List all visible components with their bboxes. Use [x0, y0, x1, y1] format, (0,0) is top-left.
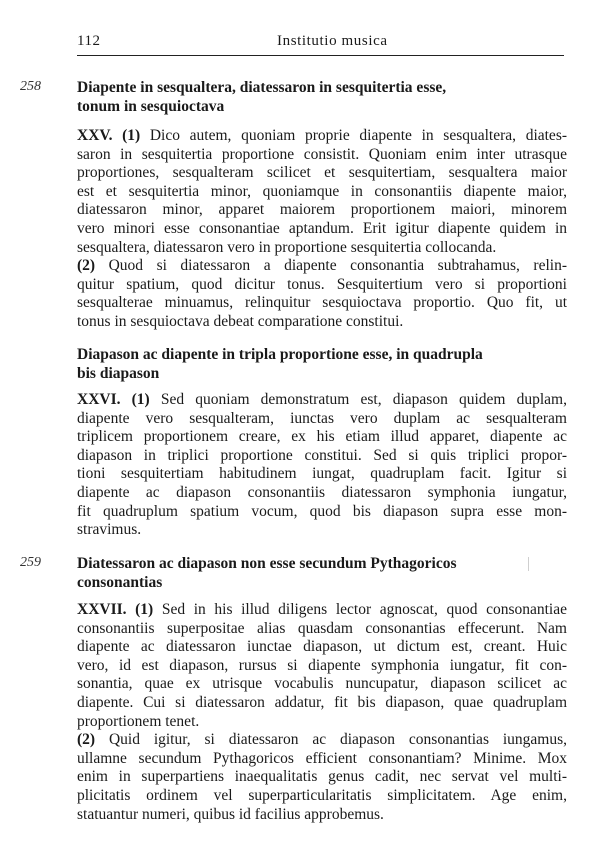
- text-line: [77, 127, 567, 146]
- text-line: diatessaron minor, apparet maiorem proportionem maiori, minorem: [77, 201, 567, 219]
- text-line: [77, 601, 567, 620]
- text-line: est et sesquitertia minor, quoniamque in consonantiis diapente maior,: [77, 182, 567, 200]
- text-line: [77, 257, 567, 276]
- text-line: enim in superpartiens inaequalitatis genus cadit, nec servat vel multi-: [77, 768, 567, 786]
- text-line: statuantur numeri, quibus id facilius approbemus.: [77, 805, 384, 823]
- text-line: diapente ac diapason consonantiis diatessaron symphonia iungatur,: [77, 483, 567, 501]
- text-line: diapente ac diatessaron iunctae diapason, ut dictum est, creant. Huic: [77, 638, 567, 656]
- text-segment: Dico autem, quoniam proprie diapente in sesqualtera, diates-: [140, 127, 568, 144]
- text-line: ullamne secundum Pythagoricos efficient consonantiam? Minime. Mox: [77, 749, 567, 767]
- section-heading: [77, 554, 567, 592]
- text-line: proportiones, sesqualteram scilicet et sesquitertiam, sesqualtera maior: [77, 164, 567, 182]
- text-line: fit quadruplum spatium vocum, quod bis diapason supra esse mon-: [77, 502, 567, 520]
- margin-number: 258: [20, 79, 41, 94]
- text-line: diapason in triplici proportione constitui. Sed si quis triplici propor-: [77, 446, 567, 464]
- running-header: [77, 33, 564, 56]
- text-line: vero, id est diapason, rursus si diapente symphonia iungatur, fit con-: [77, 656, 567, 674]
- paragraph: [77, 601, 567, 824]
- margin-number: 259: [20, 555, 41, 570]
- text-line: [77, 731, 567, 750]
- text-line: quitur spatium, quod dicitur tonus. Sesquitertium vero si proportioni: [77, 275, 567, 293]
- text-line: sonantia, quae ex utrisque vocabulis nuncupatur, diapason scilicet ac: [77, 675, 567, 693]
- chapter-label: XXVII. (1): [77, 601, 154, 618]
- chapter-label: XXVI. (1): [77, 391, 150, 408]
- text-line: stravimus.: [77, 521, 142, 539]
- text-line: tioni sesquitertiam habitudinem iungat, quadruplam facit. Igitur si: [77, 465, 567, 483]
- section-heading: [77, 345, 567, 383]
- heading-line: Diapente in sesqualtera, diatessaron in sesquitertia esse,: [77, 79, 447, 96]
- text-line: diapente. Cui si diatessaron addatur, fit bis diapason, quae quadruplam: [77, 693, 567, 711]
- text-line: proportionem tenet.: [77, 712, 200, 730]
- text-line: sesqualterae minuamus, relinquitur sesquioctava proportio. Quo fit, ut: [77, 294, 567, 312]
- text-segment: Sed in his illud diligens lector agnoscat, quod consonantiae: [153, 601, 567, 618]
- page-number: 112: [77, 33, 101, 49]
- section-heading: [77, 78, 567, 116]
- text-segment: Sed quoniam demonstratum est, diapason quidem duplam,: [149, 391, 567, 408]
- text-segment: Quid igitur, si diatessaron ac diapason consonantias iungamus,: [95, 731, 567, 749]
- text-line: plicitatis ordinem vel superparticularitatis simplicitatem. Age enim,: [77, 786, 567, 804]
- text-line: triplicem proportionem creare, ex his etiam illud apparet, diapente ac: [77, 428, 567, 446]
- heading-line: tonum in sesquioctava: [77, 98, 225, 115]
- heading-line: consonantias: [77, 574, 163, 591]
- text-line: vero minori esse consonantiae aptandum. Erit igitur diapente quidem in: [77, 219, 567, 237]
- text-line: diapente vero sesqualteram, iunctas vero duplam ac sesqualteram: [77, 409, 567, 427]
- heading-line: bis diapason: [77, 365, 160, 382]
- chapter-label: XXV. (1): [77, 127, 141, 144]
- text-line: consonantiis superpositae alias quasdam consonantias effecerunt. Nam: [77, 619, 567, 637]
- text-segment: Quod si diatessaron a diapente consonantia subtrahamus, relin-: [95, 257, 567, 275]
- section-label: (2): [77, 257, 96, 275]
- section-label: (2): [77, 731, 96, 749]
- text-line: sesqualtera, diatessaron vero in proportione sesquitertia collocanda.: [77, 238, 497, 256]
- running-title: Institutio musica: [277, 33, 388, 49]
- paragraph: [77, 391, 567, 540]
- text-line: [77, 391, 567, 410]
- heading-line: Diatessaron ac diapason non esse secundum Pythagoricos: [77, 555, 457, 572]
- text-line: tonus in sesquioctava debeat comparatione constitui.: [77, 312, 404, 330]
- text-line: saron in sesquitertia proportione consistit. Quoniam enim inter utrasque: [77, 145, 567, 163]
- paragraph: [77, 127, 567, 332]
- heading-line: Diapason ac diapente in tripla proportione esse, in quadrupla: [77, 346, 483, 363]
